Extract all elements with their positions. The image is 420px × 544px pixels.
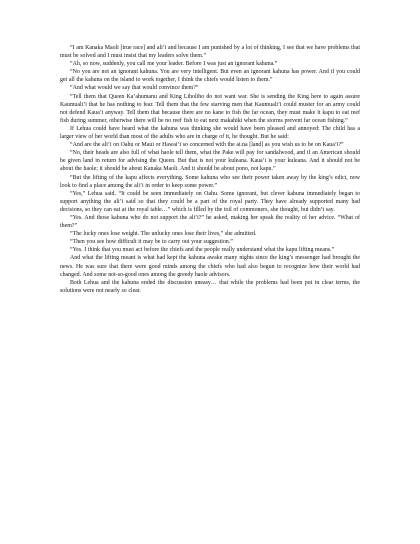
paragraph: “And what would we say that would convince them?” [70,85,199,92]
body-text [60,44,360,295]
paragraph: “The lucky ones lose weight. The unlucky ones lose their lives,” she admitted. [70,231,257,238]
paragraph: “Yes. I think that you must act before the chiefs and the people really understand what the kapu lifting means.” [70,247,335,254]
paragraph: “Yes,” Lehua said. “It could be seen immediately on Oahu. Some ignorant, but clever kahuna immediately began to support anything the ali’i said so that they could be a part of the royal party. They have already supported many bad decisions, so they can eat at the royal table…” which is filled by the toil of commoners, she thought, but didn’t say. [60,190,360,213]
paragraph: “And are the ali’i on Oahu or Maui or Hawai’i so concerned with the ai.na [land] as you wish us to be on Kaua’i?” [70,142,344,149]
paragraph: Both Lehua and the kahuna ended the discussion uneasy… that while the problems had been put in clear terms, the solutions were not nearly so clear. [60,279,360,294]
paragraph: “Then you see how difficult it may be to carry out your suggestion.” [70,239,233,246]
paragraph: “No, their heads are also full of what haole tell them, what the Pake will pay for sandalwood, and if an American should be given land in return for advising the Queen. But that is not your kuleana. Kaua’i is your kuleana. And it should not be about the haole; it should be about Kanaka Maoli. And it should be about pono, not kapu.” [60,150,360,173]
paragraph: “Yes. And those kahuna who do not support the ali’i?” he asked, making her speak the reality of her advice. “What of them?” [60,214,360,230]
paragraph: “Ah, so now, suddenly, you call me your leader. Before I was just an ignorant kahuna.” [70,61,278,68]
paragraph: “Tell them that Queen Ka’ahumanu and King Liholiho do not want war. She is sending the King here to again assure Kaumuali’i that he has nothing to fear. Tell them that the few starving men that Kaumuali’i could muster for an army could not defend Kaua’i anyway. Tell them that because there are no kane to fish the far ocean, they must make it kapu to eat reef fish during summer, otherwise there will be no reef fish to eat next makahiki when the storms prevent far ocean fishing.” [60,93,360,124]
paragraph: “But the lifting of the kapu affects everything. Some kahuna who see their power taken away by the king’s edict, now look to find a place among the ali’i in order to keep some power.” [60,174,360,189]
paragraph: And what the lifting meant is what had kept the kahuna awake many nights since the king’s messenger had brought the news. He was sure that there were good minds among the chiefs who had also begun to recognize how their world had changed. And some not-so-good ones among the greedy haole advisors. [60,255,360,278]
paragraph: If Lehua could have heard what the kahuna was thinking she would have been pleased and annoyed: The child has a larger view of her world than most of the adults who are in charge of it, he thought. But he said: [60,125,360,141]
paragraph: “No you are not an ignorant kahuna. You are very intelligent. But even an ignorant kahuna has power. And if you could get all the kahuna on the island to work together, I think the chiefs would listen to them.” [60,69,360,84]
paragraph: “I am Kanaka Maoli [true race] and ali’i and because I am punished by a lot of thinking, I see that we have problems that must be solved and I must insist that my leaders solve them.” [60,45,360,60]
